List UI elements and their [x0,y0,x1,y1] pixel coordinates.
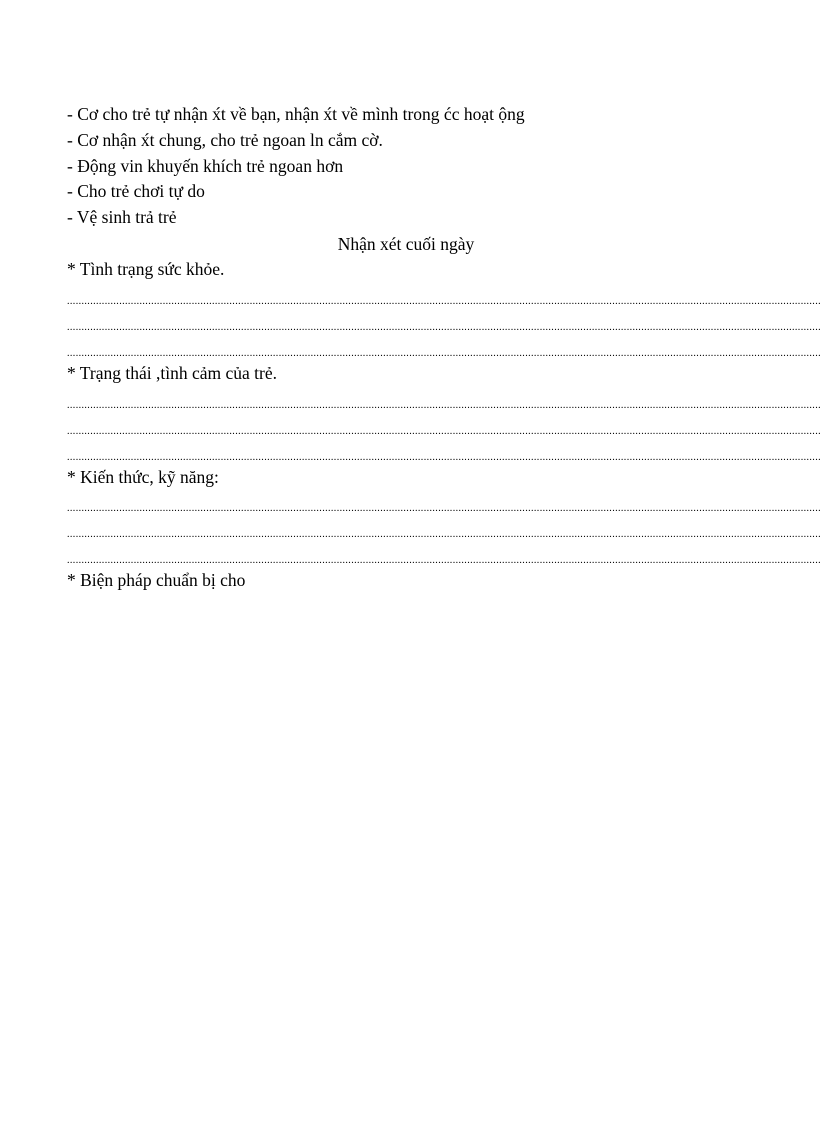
section-heading-knowledge: * Kiến thức, kỹ năng: [67,466,219,487]
document-content [67,102,821,594]
dotted-fill-line: .................................................................................................................................................................................................................................................................... [67,347,821,359]
dotted-fill-line: .................................................................................................................................................................................................................................................................... [67,451,821,463]
section-heading-health: * Tình trạng sức khỏe. [67,258,225,279]
activity-line: - Cho trẻ chơi tự do [67,181,205,202]
dotted-fill-line: .................................................................................................................................................................................................................................................................... [67,529,821,541]
dotted-fill-line: .................................................................................................................................................................................................................................................................... [67,425,821,437]
activity-line: - Cơ cho trẻ tự nhận x́t về bạn, nhận x́t về mình trong ćc hoạt ộng [67,104,525,124]
section-heading-measures: * Biện pháp chuẩn bị cho [67,570,246,591]
dotted-fill-line: .................................................................................................................................................................................................................................................................... [67,555,821,567]
activity-line: - Động vin khuyến khích trẻ ngoan hơn [67,155,344,176]
section-title: Nhận xét cuối ngày [337,233,475,254]
dotted-fill-line: .................................................................................................................................................................................................................................................................... [67,503,821,515]
activity-line: - Vệ sinh trả trẻ [67,207,177,228]
activity-line: - Cơ nhận x́t chung, cho trẻ ngoan ln cắm cờ. [67,129,383,150]
dotted-fill-line: .................................................................................................................................................................................................................................................................... [67,321,821,333]
dotted-fill-line: .................................................................................................................................................................................................................................................................... [67,399,821,411]
section-heading-emotion: * Trạng thái ,tình cảm của trẻ. [67,362,277,383]
dotted-fill-line: .................................................................................................................................................................................................................................................................... [67,295,821,307]
